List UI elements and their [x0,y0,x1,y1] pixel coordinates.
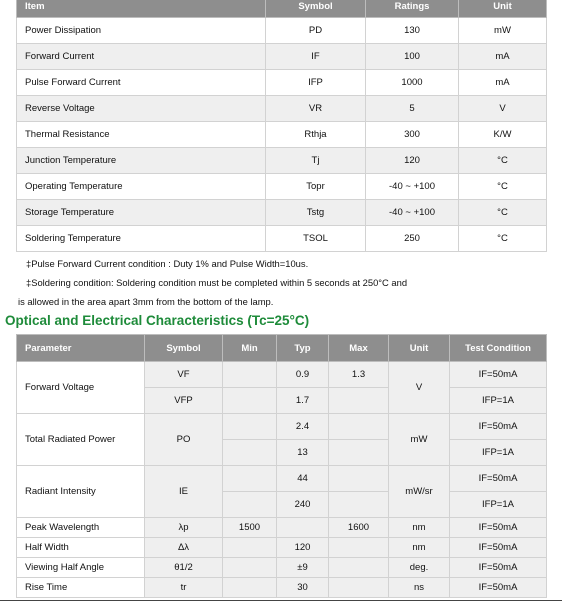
min-cell [223,440,277,466]
typ-cell: 120 [277,538,329,558]
table-row [17,362,547,388]
max-cell [329,492,389,518]
soldering-note: ‡Soldering condition: Soldering condition must be completed within 5 seconds at 250°C and [26,277,408,288]
rating-cell: 100 [366,44,459,70]
table-row [17,518,547,538]
rating-cell: -40 ~ +100 [366,200,459,226]
condition-cell: IF=50mA [450,578,547,598]
typ-cell: 2.4 [277,414,329,440]
table-row [17,122,547,148]
unit-cell: mW/sr [389,466,450,518]
item-cell: Storage Temperature [17,200,266,226]
rating-cell: 5 [366,96,459,122]
table-row [17,18,547,44]
typ-cell [277,518,329,538]
table-row [17,174,547,200]
symbol-cell: Δλ [145,538,223,558]
condition-cell: IFP=1A [450,492,547,518]
unit-cell: °C [459,148,547,174]
table-row [17,466,547,492]
unit-cell: °C [459,200,547,226]
condition-cell: IF=50mA [450,414,547,440]
unit-cell: mA [459,70,547,96]
unit-cell: °C [459,174,547,200]
max-cell: 1.3 [329,362,389,388]
item-cell: Power Dissipation [17,18,266,44]
item-cell: Forward Current [17,44,266,70]
item-cell: Soldering Temperature [17,226,266,252]
typ-cell: 13 [277,440,329,466]
symbol-cell: Rthja [266,122,366,148]
item-cell: Thermal Resistance [17,122,266,148]
pulse-note: ‡Pulse Forward Current condition : Duty 1% and Pulse Width=10us. [26,258,309,269]
condition-cell: IF=50mA [450,466,547,492]
rating-cell: 130 [366,18,459,44]
rating-cell: 120 [366,148,459,174]
max-cell [329,440,389,466]
param-cell: Half Width [17,538,145,558]
max-cell [329,578,389,598]
header-symbol: Symbol [145,335,223,362]
characteristics-table [16,334,547,598]
symbol-cell: IE [145,466,223,518]
typ-cell: ±9 [277,558,329,578]
unit-cell: deg. [389,558,450,578]
table-row [17,538,547,558]
min-cell [223,388,277,414]
min-cell [223,414,277,440]
max-cell [329,466,389,492]
symbol-cell: VF [145,362,223,388]
condition-cell: IF=50mA [450,362,547,388]
header-min: Min [223,335,277,362]
typ-cell: 240 [277,492,329,518]
min-cell: 1500 [223,518,277,538]
symbol-cell: VR [266,96,366,122]
max-cell [329,538,389,558]
min-cell [223,362,277,388]
rating-cell: 1000 [366,70,459,96]
unit-cell: V [389,362,450,414]
condition-cell: IF=50mA [450,558,547,578]
soldering-note-continued: is allowed in the area apart 3mm from the bottom of the lamp. [18,296,274,307]
param-cell: Forward Voltage [17,362,145,414]
ratings-header-row [17,0,547,18]
table-row [17,70,547,96]
typ-cell: 1.7 [277,388,329,414]
max-cell [329,388,389,414]
max-cell: 1600 [329,518,389,538]
min-cell [223,466,277,492]
unit-cell: °C [459,226,547,252]
symbol-cell: tr [145,578,223,598]
item-cell: Reverse Voltage [17,96,266,122]
header-symbol: Symbol [266,0,366,18]
symbol-cell: VFP [145,388,223,414]
symbol-cell: IFP [266,70,366,96]
min-cell [223,558,277,578]
param-cell: Rise Time [17,578,145,598]
condition-cell: IFP=1A [450,440,547,466]
symbol-cell: λp [145,518,223,538]
typ-cell: 30 [277,578,329,598]
max-cell [329,558,389,578]
min-cell [223,578,277,598]
condition-cell: IF=50mA [450,518,547,538]
header-unit: Unit [389,335,450,362]
unit-cell: nm [389,538,450,558]
symbol-cell: IF [266,44,366,70]
header-max: Max [329,335,389,362]
characteristics-header-row [17,335,547,362]
param-cell: Viewing Half Angle [17,558,145,578]
table-row [17,44,547,70]
table-row [17,226,547,252]
section-title: Optical and Electrical Characteristics (Tc=25°C) [5,313,310,328]
header-unit: Unit [459,0,547,18]
rating-cell: 250 [366,226,459,252]
table-row [17,96,547,122]
unit-cell: ns [389,578,450,598]
symbol-cell: Tj [266,148,366,174]
param-cell: Radiant Intensity [17,466,145,518]
unit-cell: nm [389,518,450,538]
condition-cell: IFP=1A [450,388,547,414]
item-cell: Junction Temperature [17,148,266,174]
header-typ: Typ [277,335,329,362]
symbol-cell: θ1/2 [145,558,223,578]
table-row [17,414,547,440]
header-parameter: Parameter [17,335,145,362]
table-row [17,578,547,598]
condition-cell: IF=50mA [450,538,547,558]
typ-cell: 0.9 [277,362,329,388]
rating-cell: 300 [366,122,459,148]
header-ratings: Ratings [366,0,459,18]
item-cell: Pulse Forward Current [17,70,266,96]
unit-cell: V [459,96,547,122]
symbol-cell: Topr [266,174,366,200]
min-cell [223,492,277,518]
rating-cell: -40 ~ +100 [366,174,459,200]
symbol-cell: Tstg [266,200,366,226]
symbol-cell: PD [266,18,366,44]
max-cell [329,414,389,440]
table-row [17,148,547,174]
param-cell: Total Radiated Power [17,414,145,466]
unit-cell: mW [389,414,450,466]
typ-cell: 44 [277,466,329,492]
header-item: Item [17,0,266,18]
param-cell: Peak Wavelength [17,518,145,538]
symbol-cell: TSOL [266,226,366,252]
symbol-cell: PO [145,414,223,466]
min-cell [223,538,277,558]
page-divider [0,600,562,601]
absolute-ratings-table [16,0,547,252]
table-row [17,200,547,226]
item-cell: Operating Temperature [17,174,266,200]
header-test-condition: Test Condition [450,335,547,362]
unit-cell: mA [459,44,547,70]
table-row [17,558,547,578]
unit-cell: mW [459,18,547,44]
unit-cell: K/W [459,122,547,148]
